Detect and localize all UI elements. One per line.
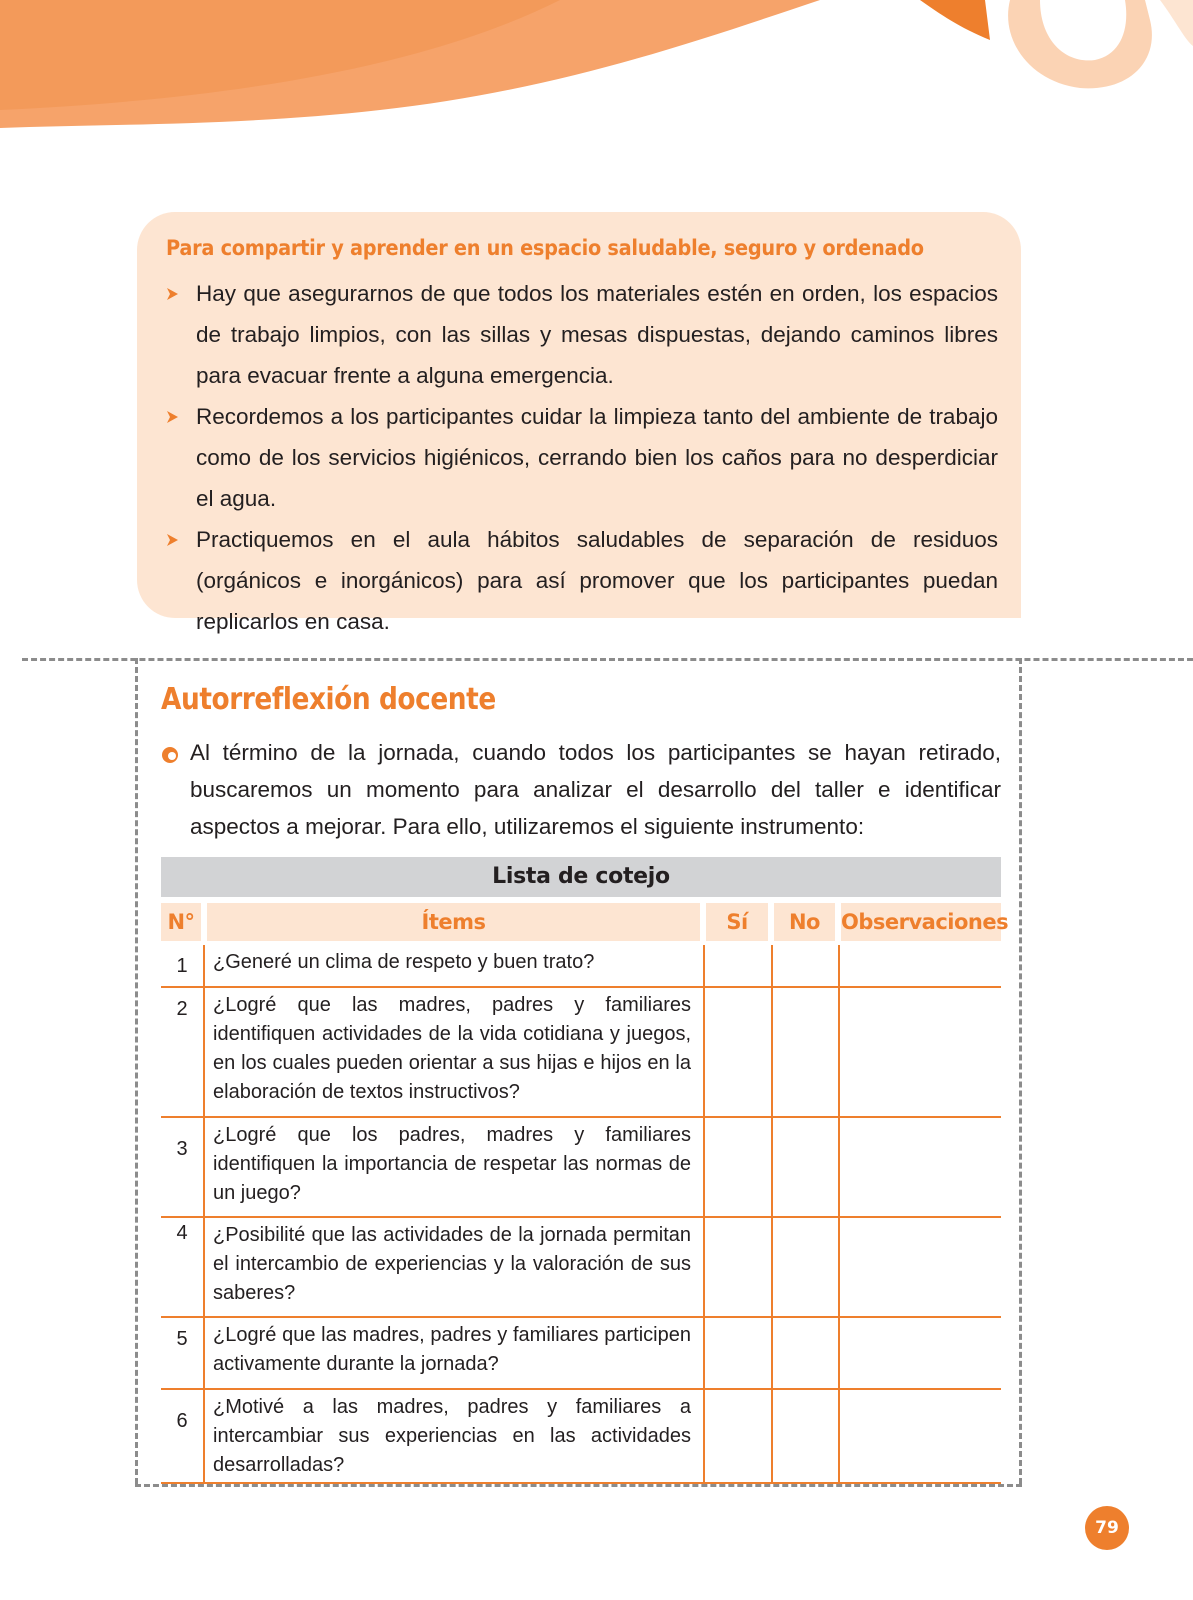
row-number: 6: [176, 1410, 188, 1432]
table-row: [161, 988, 1001, 1118]
row-item-text: ¿Logré que las madres, padres y familiares identifiquen actividades de la vida cotidiana y juegos, en los cuales pueden orientar a sus hijas e hijos en la elaboración de textos instructivos?: [213, 994, 691, 1103]
header-no: No: [774, 903, 835, 941]
bullet-text: Hay que asegurarnos de que todos los materiales estén en orden, los espacios de trabajo limpios, con las sillas y mesas dispuestas, dejando caminos libres para evacuar frente a alguna emergencia.: [196, 281, 998, 388]
row-item-text: ¿Logré que los padres, madres y familiares identifiquen la importancia de respetar las normas de un juego?: [213, 1124, 691, 1204]
header-number: N°: [161, 903, 201, 941]
chevron-right-icon: [166, 410, 179, 424]
table-row: [161, 1118, 1001, 1218]
intro-paragraph: [161, 734, 1001, 845]
chevron-right-icon: [166, 533, 179, 547]
column-divider: [703, 945, 705, 1484]
row-number: 3: [176, 1138, 188, 1160]
table-header-row: [161, 903, 1009, 941]
list-item: [166, 519, 998, 642]
header-decoration: [0, 0, 1193, 150]
row-item-text: ¿Logré que las madres, padres y familiares participen activamente durante la jornada?: [213, 1324, 691, 1375]
bullet-text: Recordemos a los participantes cuidar la limpieza tanto del ambiente de trabajo como de los servicios higiénicos, cerrando bien los caños para no desperdiciar el agua.: [196, 404, 998, 511]
checklist-table: [161, 857, 1009, 1484]
header-observations: Observaciones: [841, 903, 1001, 941]
info-bullet-list: [166, 273, 998, 642]
section-title: Autorreflexión docente: [161, 682, 496, 717]
dashed-border-right: [1019, 658, 1022, 1484]
table-row: [161, 1218, 1001, 1318]
row-number: 2: [176, 998, 188, 1020]
bullet-circle-icon: [161, 746, 179, 764]
table-row: [161, 1390, 1001, 1484]
row-number: 4: [176, 1222, 188, 1244]
table-row: [161, 1318, 1001, 1390]
list-item: [166, 273, 998, 396]
dashed-border-left: [135, 658, 138, 1484]
table-row: [161, 945, 1001, 988]
row-item-text: ¿Motivé a las madres, padres y familiares a intercambiar sus experiencias en las actividades desarrolladas?: [213, 1396, 691, 1476]
list-item: [166, 396, 998, 519]
dashed-border-bottom: [135, 1484, 1022, 1487]
row-number: 1: [176, 955, 188, 977]
table-caption: Lista de cotejo: [161, 857, 1001, 897]
row-item-text: ¿Posibilité que las actividades de la jornada permitan el intercambio de experiencias y la valoración de sus saberes?: [213, 1224, 691, 1304]
chevron-right-icon: [166, 287, 179, 301]
column-divider: [203, 945, 205, 1484]
column-divider: [838, 945, 840, 1484]
row-number: 5: [176, 1328, 188, 1350]
column-divider: [771, 945, 773, 1484]
page-number: 79: [1085, 1506, 1129, 1550]
info-box-title: Para compartir y aprender en un espacio saludable, seguro y ordenado: [166, 236, 924, 260]
bullet-text: Practiquemos en el aula hábitos saludables de separación de residuos (orgánicos e inorgánicos) para así promover que los participantes puedan replicarlos en casa.: [196, 527, 998, 634]
header-yes: Sí: [706, 903, 768, 941]
header-items: Ítems: [207, 903, 700, 941]
table-body: [161, 945, 1001, 1484]
dashed-divider: [22, 658, 1193, 661]
intro-text: Al término de la jornada, cuando todos los participantes se hayan retirado, buscaremos un momento para analizar el desarrollo del taller e identificar aspectos a mejorar. Para ello, utilizaremos el siguiente instrumento:: [190, 740, 1001, 839]
row-item-text: ¿Generé un clima de respeto y buen trato?: [213, 951, 595, 973]
